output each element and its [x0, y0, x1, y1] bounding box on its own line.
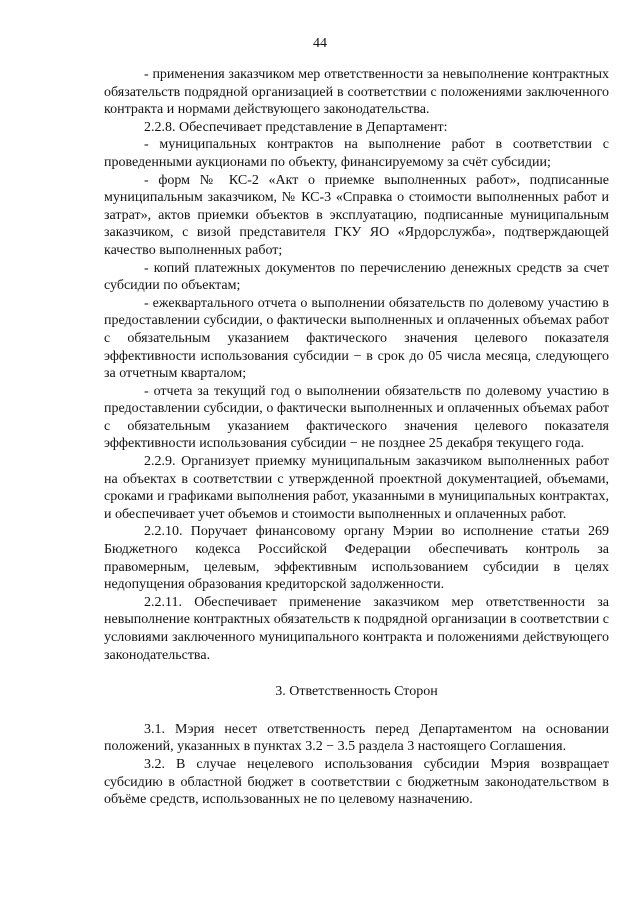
list-item-municipal-contracts: - муниципальных контрактов на выполнение работ в соответствии с проведенными аукционами по объекту, финансируемому за счёт субсидии;: [104, 137, 609, 170]
paragraph-2-2-10: 2.2.10. Поручает финансовому органу Мэрии во исполнение статьи 269 Бюджетного кодекса Российской Федерации обеспечивать контроль за правомерным, целевым, эффективным использованием субсидии в целях недопущения образования кредиторской задолженности.: [104, 524, 609, 593]
section-heading: 3. Ответственность Сторон: [275, 684, 438, 700]
page-number: 44: [313, 36, 327, 51]
paragraph-3-2: 3.2. В случае нецелевого использования субсидии Мэрия возвращает субсидию в областной бюджет в соответствии с бюджетным законодательством в объёме средств, использованных не по целевому назначению.: [104, 756, 609, 808]
list-item-payment-documents: - копий платежных документов по перечислению денежных средств за счет субсидии по объектам;: [104, 260, 609, 294]
list-item-ks-forms: - форм № КС-2 «Акт о приемке выполненных работ», подписанные муниципальным заказчиком, № КС-3 «Справка о стоимости выполненных работ и затрат», актов приемки объектов в эксплуатацию, подписанные муниципальным заказчиком, с визой представителя ГКУ ЯО «Ярдорслужба», подтверждающей качество выполненных работ;: [104, 172, 609, 258]
paragraph-2-2-8: 2.2.8. Обеспечивает представление в Департамент:: [144, 119, 448, 135]
paragraph-contract-liability: - применения заказчиком мер ответственности за невыполнение контрактных обязательств подрядной организацией в соответствии с положениями заключенного контракта и нормами действующего законодательства.: [104, 67, 609, 118]
paragraph-3-1: 3.1. Мэрия несет ответственность перед Департаментом на основании положений, указанных в пунктах 3.2 − 3.5 раздела 3 настоящего Соглашения.: [104, 721, 609, 755]
list-item-quarterly-report: - ежеквартального отчета о выполнении обязательств по долевому участию в предоставлении субсидии, о фактически выполненных и оплаченных объемах работ с обязательным указанием фактического значения целевого показателя эффективности использования субсидии − в срок до 05 числа месяца, следующего за отчетным кварталом;: [104, 295, 609, 382]
document-body: [104, 66, 609, 809]
paragraph-2-2-9: 2.2.9. Организует приемку муниципальным заказчиком выполненных работ на объектах в соответствии с утвержденной проектной документацией, объемами, сроками и графиками выполнения работ, указанными в муниципальных контрактах, и обеспечивает учет объемов и стоимости выполненных и оплаченных работ.: [104, 454, 609, 522]
list-item-annual-report: - отчета за текущий год о выполнении обязательств по долевому участию в предоставлении субсидии, о фактически выполненных и оплаченных объемах работ с обязательным указанием фактического значения целевого показателя эффективности использования субсидии − не позднее 25 декабря текущего года.: [104, 383, 609, 452]
paragraph-2-2-11: 2.2.11. Обеспечивает применение заказчиком мер ответственности за невыполнение контрактных обязательств к подрядной организации в соответствии с условиями заключенного муниципального контракта и положениями действующего законодательства.: [104, 594, 609, 663]
